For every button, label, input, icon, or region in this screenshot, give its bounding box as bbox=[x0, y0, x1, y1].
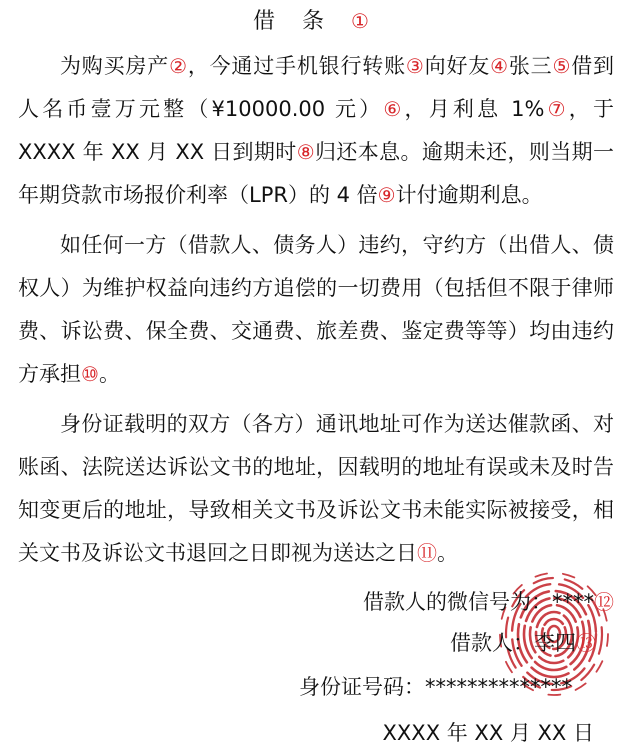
text-breach-end: 。 bbox=[98, 362, 120, 386]
marker-5: ⑤ bbox=[552, 54, 572, 78]
text-due-date: ，于 XXXX 年 XX 月 XX 日到期时 bbox=[18, 97, 614, 164]
date-text: XXXX 年 XX 月 XX 日 bbox=[382, 721, 594, 745]
text-transfer-method: ，今通过手机银行转账 bbox=[187, 54, 406, 78]
borrower-line bbox=[450, 628, 596, 658]
paragraph-loan-terms bbox=[18, 45, 614, 217]
marker-1: ① bbox=[351, 9, 379, 33]
marker-2: ② bbox=[169, 54, 188, 78]
borrower-label: 借款人：李四 bbox=[450, 631, 576, 655]
text-lender-name: 张三 bbox=[508, 54, 553, 78]
id-number-label: 身份证号码：************** bbox=[299, 675, 572, 699]
text-overdue-interest: 计付逾期利息。 bbox=[395, 183, 543, 207]
text-breach-costs: 如任何一方（借款人、债务人）违约，守约方（出借人、债权人）为维护权益向违约方追偿的一切费用（包括但不限于律师费、诉讼费、保全费、交通费、旅差费、鉴定费等等）均由违约方承担 bbox=[18, 233, 614, 386]
paragraph-service-address bbox=[18, 403, 614, 575]
text-overdue-rate: 归还本息。逾期未还，则当期一年期贷款市场报价利率（LPR）的 4 倍 bbox=[18, 140, 615, 207]
text-service-end: 。 bbox=[437, 541, 458, 565]
text-interest: ，月利息 1% bbox=[404, 97, 545, 121]
marker-10: ⑩ bbox=[81, 362, 99, 386]
marker-12: ⑫ bbox=[594, 590, 614, 614]
text-purpose: 为购买房产 bbox=[60, 54, 170, 78]
marker-4: ④ bbox=[490, 54, 509, 78]
document-title bbox=[0, 6, 632, 37]
text-service-address: 身份证载明的双方（各方）通讯地址可作为送达催款函、对账函、法院送达诉讼文书的地址，因载明的地址有误或未及时告知变更后的地址，导致相关文书及诉讼文书未能实际被接受，相关文书及诉讼文书退回之日即视为送达之日 bbox=[18, 412, 614, 565]
document-date bbox=[383, 718, 594, 748]
paragraph-breach bbox=[18, 224, 614, 396]
marker-3: ③ bbox=[405, 54, 425, 78]
title-text: 借 条 bbox=[253, 9, 335, 34]
text-to-friend: 向好友 bbox=[424, 54, 491, 78]
marker-7: ⑦ bbox=[544, 97, 569, 121]
text-amount: 借到人名币壹万元整（¥10000.00 元） bbox=[18, 54, 615, 121]
marker-11: ⑪ bbox=[417, 541, 437, 565]
wechat-id-label: 借款人的微信号为：**** bbox=[363, 590, 594, 614]
marker-8: ⑧ bbox=[296, 140, 316, 164]
marker-6: ⑥ bbox=[383, 97, 405, 121]
wechat-id-line bbox=[363, 587, 614, 617]
marker-13: ⑬ bbox=[576, 631, 596, 655]
marker-9: ⑨ bbox=[377, 183, 396, 207]
id-number-line bbox=[299, 672, 572, 702]
